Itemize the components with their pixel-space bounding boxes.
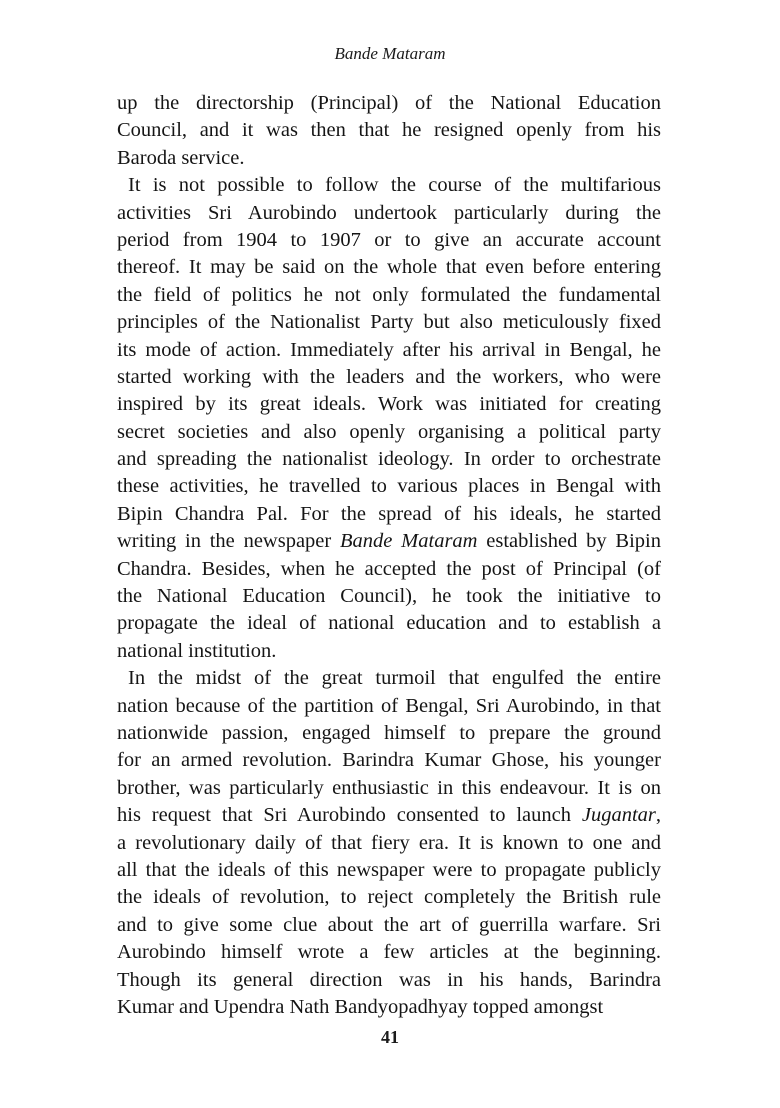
text-line: Council, and it was then that he resigned openly from his <box>117 119 661 142</box>
text-line: these activities, he travelled to various places in Bengal with <box>117 475 661 498</box>
text-line: started working with the leaders and the workers, who were <box>117 365 661 388</box>
text-line: Kumar and Upendra Nath Bandyopadhyay topped amongst <box>117 995 604 1018</box>
text-line: for an armed revolution. Barindra Kumar Ghose, his younger <box>117 749 661 772</box>
text-line: Chandra. Besides, when he accepted the post of Principal (of <box>117 557 661 580</box>
text-line: secret societies and also openly organising a political party <box>117 420 661 443</box>
text-line: nation because of the partition of Bengal, Sri Aurobindo, in that <box>117 694 661 717</box>
text-line: It is not possible to follow the course of the multifarious <box>128 174 661 197</box>
text-line: the field of politics he not only formulated the fundamental <box>117 283 661 306</box>
text-line: brother, was particularly enthusiastic in this endeavour. It is on <box>117 776 661 799</box>
paragraph <box>117 90 661 172</box>
text-line: inspired by its great ideals. Work was initiated for creating <box>117 393 661 416</box>
text-line: the ideals of revolution, to reject completely the British rule <box>117 886 661 909</box>
paragraph <box>117 172 661 665</box>
running-head: Bande Mataram <box>334 44 446 63</box>
italic-title: Jugantar <box>581 804 656 827</box>
text-line: Bipin Chandra Pal. For the spread of his ideals, he started <box>117 502 661 525</box>
text-line: In the midst of the great turmoil that engulfed the entire <box>128 667 661 690</box>
text-line: the National Education Council), he took the initiative to <box>117 585 661 608</box>
text-line: Aurobindo himself wrote a few articles at the beginning. <box>117 941 661 964</box>
text-line: his request that Sri Aurobindo consented to launch Jugantar, <box>117 804 661 827</box>
text-line: all that the ideals of this newspaper were to propagate publicly <box>117 858 661 881</box>
text-line: period from 1904 to 1907 or to give an accurate account <box>117 228 661 251</box>
text-line: nationwide passion, engaged himself to prepare the ground <box>117 721 661 744</box>
text-line: activities Sri Aurobindo undertook particularly during the <box>117 201 661 224</box>
text-line: Baroda service. <box>117 146 245 169</box>
text-line: principles of the Nationalist Party but also meticulously fixed <box>117 311 661 334</box>
body-text <box>117 90 661 1021</box>
text-line: up the directorship (Principal) of the National Education <box>117 92 661 114</box>
text-line: its mode of action. Immediately after his arrival in Bengal, he <box>117 338 661 361</box>
text-line: thereof. It may be said on the whole that even before entering <box>117 256 661 279</box>
page-number: 41 <box>381 1027 399 1047</box>
paragraph <box>117 665 661 1021</box>
text-line: a revolutionary daily of that fiery era. It is known to one and <box>117 831 661 854</box>
text-line: national institution. <box>117 639 277 662</box>
text-line: and to give some clue about the art of guerrilla warfare. Sri <box>117 913 661 936</box>
text-line: and spreading the nationalist ideology. In order to orchestrate <box>117 448 661 471</box>
text-line: propagate the ideal of national education and to establish a <box>117 612 661 635</box>
italic-title: Bande Mataram <box>340 530 478 553</box>
text-line: writing in the newspaper Bande Mataram established by Bipin <box>117 530 661 553</box>
text-line: Though its general direction was in his hands, Barindra <box>117 968 661 991</box>
